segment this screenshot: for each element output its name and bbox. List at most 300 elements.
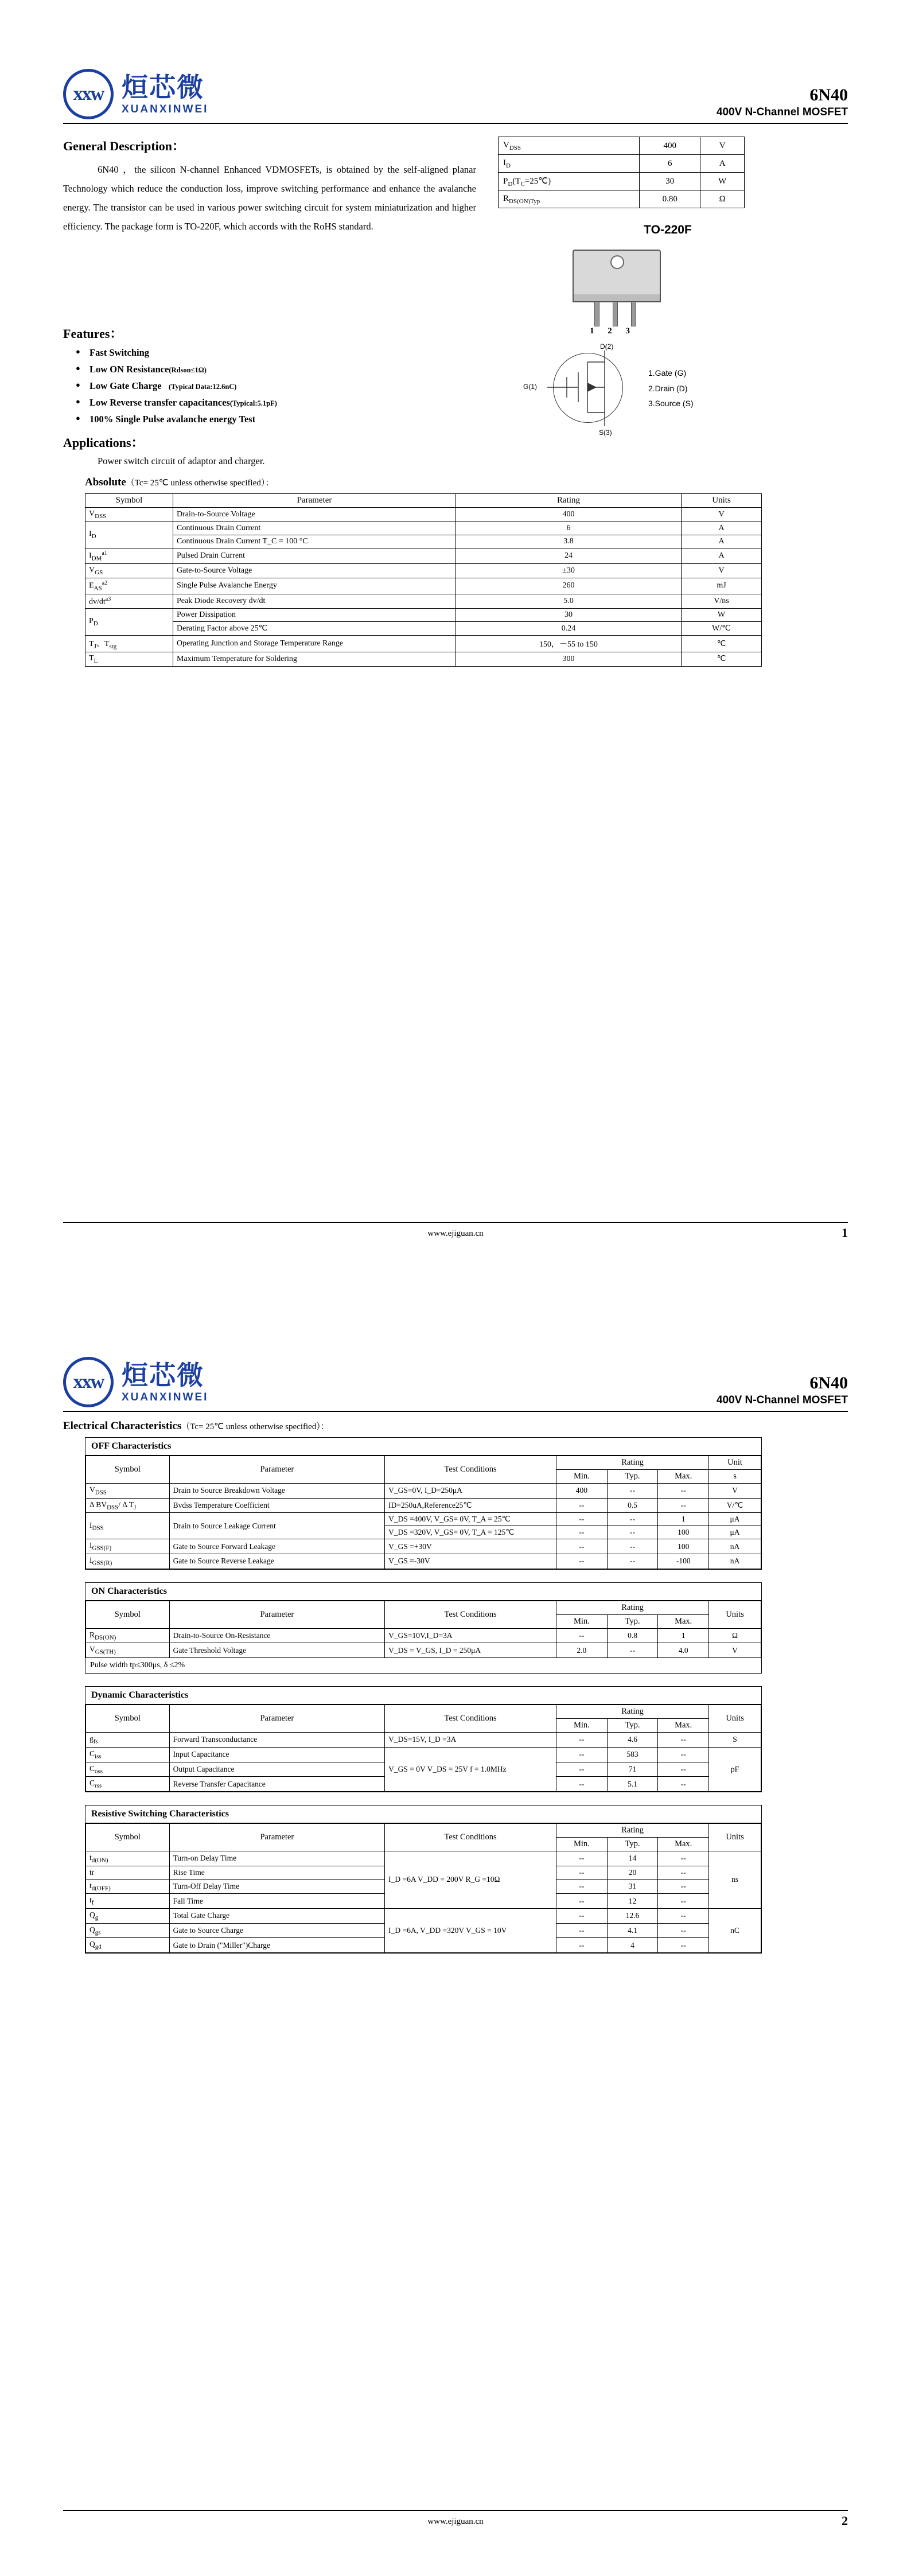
row-parameter: Gate to Drain ("Miller")Charge bbox=[169, 1938, 385, 1953]
table-header-row bbox=[85, 494, 762, 508]
row-parameter: Peak Diode Recovery dv/dt bbox=[173, 594, 456, 609]
row-unit: ns bbox=[709, 1851, 761, 1908]
row-min: -- bbox=[556, 1628, 608, 1643]
row-min: 400 bbox=[556, 1484, 608, 1499]
table-row bbox=[85, 594, 762, 609]
logo-english-name: XUANXINWEI bbox=[122, 1391, 209, 1403]
col-rating: Rating bbox=[556, 1705, 709, 1719]
header-divider bbox=[63, 123, 848, 124]
row-parameter: Single Pulse Avalanche Energy bbox=[173, 578, 456, 594]
table-row bbox=[85, 508, 762, 522]
feature-label: Low ON Resistance bbox=[89, 364, 169, 375]
row-parameter: Total Gate Charge bbox=[169, 1908, 385, 1923]
row-parameter: Input Capacitance bbox=[169, 1747, 385, 1762]
header-divider bbox=[63, 1411, 848, 1412]
feature-label: 100% Single Pulse avalanche energy Test bbox=[89, 414, 256, 425]
row-min: -- bbox=[556, 1866, 608, 1879]
col-min: Min. bbox=[556, 1614, 608, 1628]
drain-label: D(2) bbox=[600, 343, 614, 351]
row-parameter: Reverse Transfer Capacitance bbox=[169, 1777, 385, 1792]
off-characteristics-box bbox=[85, 1437, 762, 1570]
row-max: 100 bbox=[658, 1539, 709, 1554]
logo-mark-text: xxw bbox=[73, 83, 104, 104]
row-max: -- bbox=[658, 1498, 709, 1513]
row-test: V_DS=15V, I_D =3A bbox=[385, 1733, 556, 1748]
table-row bbox=[86, 1513, 761, 1526]
row-symbol: $I_{DSS}$ bbox=[86, 1513, 170, 1539]
general-description-body bbox=[63, 160, 476, 236]
row-parameter: Turn-Off Delay Time bbox=[169, 1879, 385, 1894]
row-parameter: Fall Time bbox=[169, 1894, 385, 1909]
row-max: 4.0 bbox=[658, 1643, 709, 1658]
row-max: -- bbox=[658, 1938, 709, 1953]
col-parameter: Parameter bbox=[169, 1601, 385, 1628]
col-rating: Rating bbox=[556, 1456, 709, 1470]
row-unit: A bbox=[682, 548, 762, 563]
row-max: -- bbox=[658, 1851, 709, 1866]
row-unit: V bbox=[682, 508, 762, 522]
spec-unit: Ω bbox=[700, 190, 745, 208]
feature-note: (Rdson≤1Ω) bbox=[169, 366, 207, 374]
general-description-text: 6N40 ，the silicon N-channel Enhanced VDMOSFETs, is obtained by the self-aligned planar Technology which reduce the conduction loss, improve switching performance and enhance the avalanche energy. The transistor can be used in various power switching circuit for system miniaturization and higher efficiency. The package form is TO-220F, which accords with the RoHS standard. bbox=[63, 164, 476, 232]
row-min: -- bbox=[556, 1554, 608, 1569]
row-rating: 3.8 bbox=[456, 535, 682, 548]
row-min: -- bbox=[556, 1733, 608, 1748]
col-parameter: Parameter bbox=[169, 1705, 385, 1733]
logo-mark-icon bbox=[63, 1357, 114, 1407]
row-typ: 4.1 bbox=[607, 1923, 658, 1938]
row-typ: 0.8 bbox=[607, 1628, 658, 1643]
feature-label: Low Reverse transfer capacitances bbox=[89, 397, 230, 408]
table-row bbox=[85, 522, 762, 535]
mosfet-symbol-icon bbox=[498, 343, 745, 452]
resistive-switching-box bbox=[85, 1805, 762, 1954]
row-parameter: Forward Transconductance bbox=[169, 1733, 385, 1748]
table-row bbox=[85, 652, 762, 666]
page-footer bbox=[63, 1222, 848, 1239]
row-parameter: Continuous Drain Current bbox=[173, 522, 456, 535]
row-unit: V bbox=[682, 564, 762, 578]
col-unit: Unit bbox=[709, 1456, 761, 1470]
row-note-sup: a1 bbox=[102, 550, 107, 557]
applications-body: Power switch circuit of adaptor and charger. bbox=[98, 456, 265, 466]
row-parameter: Turn-on Delay Time bbox=[169, 1851, 385, 1866]
pulse-width-note: Pulse width tp≤300μs, δ ≤2% bbox=[90, 1661, 185, 1670]
row-max: -- bbox=[658, 1733, 709, 1748]
row-min: -- bbox=[556, 1513, 608, 1526]
list-item bbox=[89, 397, 476, 408]
row-symbol: $V_{DSS}$ bbox=[86, 1484, 170, 1499]
row-note-sup: a3 bbox=[105, 596, 111, 602]
row-unit: S bbox=[709, 1733, 761, 1748]
part-description: 400V N-Channel MOSFET bbox=[716, 106, 848, 119]
col-max: Max. bbox=[658, 1614, 709, 1628]
row-typ: 583 bbox=[607, 1747, 658, 1762]
spec-value: 400 bbox=[640, 137, 700, 155]
spec-unit: W bbox=[700, 173, 745, 190]
list-item bbox=[89, 347, 476, 359]
dynamic-characteristics-table bbox=[85, 1705, 761, 1792]
applications-title: Applications： bbox=[63, 435, 144, 450]
absolute-ratings-title bbox=[85, 476, 848, 489]
col-symbol: Symbol bbox=[86, 1705, 170, 1733]
gate-label: G(1) bbox=[523, 383, 537, 391]
row-symbol: $V_{GS}$ bbox=[85, 564, 173, 578]
row-parameter: Rise Time bbox=[169, 1866, 385, 1879]
package-drawing bbox=[498, 246, 745, 336]
company-logo bbox=[63, 1357, 208, 1407]
row-unit: ℃ bbox=[682, 636, 762, 652]
row-parameter: Gate to Source Forward Leakage bbox=[169, 1539, 385, 1554]
row-unit: A bbox=[682, 522, 762, 535]
row-test: V_DS =320V, V_GS= 0V, T_A = 125℃ bbox=[385, 1526, 556, 1539]
col-test-conditions: Test Conditions bbox=[385, 1456, 556, 1484]
row-unit: V/ns bbox=[682, 594, 762, 609]
list-item bbox=[89, 364, 476, 375]
table-header-row bbox=[86, 1823, 761, 1837]
table-row bbox=[86, 1733, 761, 1748]
logo-mark-text: xxw bbox=[73, 1371, 104, 1392]
row-parameter: Drain to Source Leakage Current bbox=[169, 1513, 385, 1539]
row-unit: W bbox=[682, 609, 762, 622]
row-min: -- bbox=[556, 1762, 608, 1777]
row-unit: V bbox=[709, 1643, 761, 1658]
row-max: 1 bbox=[658, 1513, 709, 1526]
row-symbol: $t_{d(OFF)}$ bbox=[86, 1879, 170, 1894]
footer-url[interactable]: www.ejiguan.cn bbox=[427, 1229, 484, 1238]
row-typ: 12.6 bbox=[607, 1908, 658, 1923]
row-rating: 24 bbox=[456, 548, 682, 563]
table-row bbox=[86, 1498, 761, 1513]
list-item: 1.Gate (G) bbox=[648, 368, 687, 378]
row-unit: pF bbox=[709, 1747, 761, 1791]
col-test-conditions: Test Conditions bbox=[385, 1601, 556, 1628]
row-symbol: $Q_g$ bbox=[86, 1908, 170, 1923]
row-max: -100 bbox=[658, 1554, 709, 1569]
row-unit: nA bbox=[709, 1554, 761, 1569]
row-symbol: $dv/dt^{a3}$ bbox=[85, 594, 173, 609]
row-symbol: $Q_{gd}$ bbox=[86, 1938, 170, 1953]
row-parameter: Gate Threshold Voltage bbox=[169, 1643, 385, 1658]
row-test: V_GS =+30V bbox=[385, 1539, 556, 1554]
row-min: -- bbox=[556, 1851, 608, 1866]
part-number: 6N40 bbox=[809, 85, 848, 104]
row-parameter: Bvdss Temperature Coefficient bbox=[169, 1498, 385, 1513]
page-number: 1 bbox=[842, 1225, 848, 1240]
row-min: -- bbox=[556, 1923, 608, 1938]
col-units: Units bbox=[709, 1705, 761, 1733]
resistive-switching-table bbox=[85, 1823, 761, 1953]
col-min: Min. bbox=[556, 1719, 608, 1733]
table-row bbox=[86, 1554, 761, 1569]
source-label: S(3) bbox=[599, 429, 612, 437]
row-symbol: $R_{DS(ON)}$ bbox=[86, 1628, 170, 1643]
pin-function-list bbox=[648, 365, 694, 411]
col-test-conditions: Test Conditions bbox=[385, 1705, 556, 1733]
row-symbol: $g_{fs}$ bbox=[86, 1733, 170, 1748]
row-parameter: Pulsed Drain Current bbox=[173, 548, 456, 563]
col-units: Units bbox=[709, 1823, 761, 1851]
row-parameter: Operating Junction and Storage Temperature Range bbox=[173, 636, 456, 652]
row-min: -- bbox=[556, 1908, 608, 1923]
table-header-row bbox=[86, 1601, 761, 1614]
general-description-title: General Description： bbox=[63, 139, 185, 153]
row-max: -- bbox=[658, 1866, 709, 1879]
row-unit: A bbox=[682, 535, 762, 548]
row-parameter: Power Dissipation bbox=[173, 609, 456, 622]
row-rating: ±30 bbox=[456, 564, 682, 578]
row-rating: 400 bbox=[456, 508, 682, 522]
row-unit: mJ bbox=[682, 578, 762, 594]
col-units: s bbox=[709, 1470, 761, 1484]
absolute-maximum-ratings-table bbox=[85, 493, 762, 667]
col-units: Units bbox=[682, 494, 762, 508]
row-test: V_DS =400V, V_GS= 0V, T_A = 25℃ bbox=[385, 1513, 556, 1526]
table-row bbox=[85, 636, 762, 652]
on-characteristics-table bbox=[85, 1601, 761, 1658]
row-rating: 30 bbox=[456, 609, 682, 622]
row-max: -- bbox=[658, 1777, 709, 1792]
row-symbol: $Q_{gs}$ bbox=[86, 1923, 170, 1938]
part-number: 6N40 bbox=[809, 1373, 848, 1392]
table-header-row bbox=[86, 1456, 761, 1470]
row-unit: μA bbox=[709, 1513, 761, 1526]
col-typ: Typ. bbox=[607, 1470, 658, 1484]
row-min: 2.0 bbox=[556, 1643, 608, 1658]
col-symbol: Symbol bbox=[86, 1601, 170, 1628]
row-typ: -- bbox=[607, 1526, 658, 1539]
key-spec-table bbox=[498, 137, 745, 208]
row-max: -- bbox=[658, 1908, 709, 1923]
row-min: -- bbox=[556, 1938, 608, 1953]
col-min: Min. bbox=[556, 1837, 608, 1851]
elec-label: Electrical Characteristics bbox=[63, 1420, 182, 1432]
row-typ: -- bbox=[607, 1643, 658, 1658]
on-characteristics-box bbox=[85, 1582, 762, 1674]
row-symbol: $T_J$、$T_{stg}$ bbox=[85, 636, 173, 652]
row-unit: V bbox=[709, 1484, 761, 1499]
col-typ: Typ. bbox=[607, 1614, 658, 1628]
row-max: -- bbox=[658, 1879, 709, 1894]
table-row bbox=[86, 1628, 761, 1643]
table-row bbox=[86, 1908, 761, 1923]
row-symbol: $C_{iss}$ bbox=[86, 1747, 170, 1762]
row-symbol: tr bbox=[86, 1866, 170, 1879]
row-test: ID=250uA,Reference25℃ bbox=[385, 1498, 556, 1513]
col-max: Max. bbox=[658, 1837, 709, 1851]
row-rating: 5.0 bbox=[456, 594, 682, 609]
row-rating: 150，－55 to 150 bbox=[456, 636, 682, 652]
row-unit: Ω bbox=[709, 1628, 761, 1643]
list-item: 3.Source (S) bbox=[648, 399, 694, 408]
row-symbol: $I_{DM}^{a1}$ bbox=[85, 548, 173, 563]
row-typ: 5.1 bbox=[607, 1777, 658, 1792]
row-max: -- bbox=[658, 1762, 709, 1777]
pin-numbers-label: 1 2 3 bbox=[590, 326, 636, 336]
col-parameter: Parameter bbox=[173, 494, 456, 508]
row-note-sup: a2 bbox=[102, 580, 108, 587]
dynamic-characteristics-title: Dynamic Characteristics bbox=[85, 1687, 761, 1705]
col-rating: Rating bbox=[556, 1823, 709, 1837]
spec-unit: A bbox=[700, 155, 745, 173]
absolute-label: Absolute bbox=[85, 476, 126, 488]
row-max: 100 bbox=[658, 1526, 709, 1539]
page-footer bbox=[63, 2510, 848, 2527]
row-parameter: Gate to Source Charge bbox=[169, 1923, 385, 1938]
list-item bbox=[89, 380, 476, 392]
row-symbol: $I_D$ bbox=[85, 522, 173, 548]
row-max: -- bbox=[658, 1747, 709, 1762]
col-test-conditions: Test Conditions bbox=[385, 1823, 556, 1851]
elec-note: （Tc= 25℃ unless otherwise specified）： bbox=[181, 1422, 329, 1431]
row-min: -- bbox=[556, 1777, 608, 1792]
spec-value: 6 bbox=[640, 155, 700, 173]
row-typ: 12 bbox=[607, 1894, 658, 1909]
col-max: Max. bbox=[658, 1719, 709, 1733]
row-parameter: Drain-to-Source On-Resistance bbox=[169, 1628, 385, 1643]
row-parameter: Gate to Source Reverse Leakage bbox=[169, 1554, 385, 1569]
row-parameter: Derating Factor above 25℃ bbox=[173, 622, 456, 636]
row-min: -- bbox=[556, 1498, 608, 1513]
row-parameter: Drain to Source Breakdown Voltage bbox=[169, 1484, 385, 1499]
row-unit: μA bbox=[709, 1526, 761, 1539]
row-typ: 14 bbox=[607, 1851, 658, 1866]
package-pin-2 bbox=[613, 301, 618, 326]
row-symbol: $t_{d(ON)}$ bbox=[86, 1851, 170, 1866]
company-logo bbox=[63, 69, 208, 119]
row-max: 1 bbox=[658, 1628, 709, 1643]
row-parameter: Continuous Drain Current T_C = 100 °C bbox=[173, 535, 456, 548]
electrical-characteristics-title bbox=[63, 1420, 848, 1433]
table-row bbox=[85, 622, 762, 636]
row-typ: -- bbox=[607, 1554, 658, 1569]
row-test: V_GS=10V,I_D=3A bbox=[385, 1628, 556, 1643]
list-item: 2.Drain (D) bbox=[648, 383, 688, 393]
spec-symbol: $R_{DS(ON)Typ}$ bbox=[499, 190, 640, 208]
list-item bbox=[89, 414, 476, 425]
col-parameter: Parameter bbox=[169, 1456, 385, 1484]
resistive-switching-title: Resistive Switching Characteristics bbox=[85, 1805, 761, 1823]
col-typ: Typ. bbox=[607, 1837, 658, 1851]
row-symbol: $P_D$ bbox=[85, 609, 173, 636]
col-rating: Rating bbox=[456, 494, 682, 508]
package-pin-3 bbox=[631, 301, 636, 326]
dynamic-characteristics-box bbox=[85, 1686, 762, 1792]
table-row bbox=[499, 190, 745, 208]
spec-value: 0.80 bbox=[640, 190, 700, 208]
logo-english-name: XUANXINWEI bbox=[122, 103, 209, 115]
col-symbol: Symbol bbox=[86, 1456, 170, 1484]
features-title: Features： bbox=[63, 326, 123, 341]
spec-unit: V bbox=[700, 137, 745, 155]
row-parameter: Gate-to-Source Voltage bbox=[173, 564, 456, 578]
feature-label: Fast Switching bbox=[89, 347, 150, 358]
row-typ: -- bbox=[607, 1513, 658, 1526]
row-parameter: Output Capacitance bbox=[169, 1762, 385, 1777]
table-row bbox=[499, 155, 745, 173]
page-2 bbox=[0, 1288, 911, 2576]
table-row bbox=[85, 548, 762, 563]
row-symbol: $V_{DSS}$ bbox=[85, 508, 173, 522]
row-typ: 0.5 bbox=[607, 1498, 658, 1513]
off-characteristics-table bbox=[85, 1456, 761, 1569]
row-symbol: $V_{GS(TH)}$ bbox=[86, 1643, 170, 1658]
package-title: TO-220F bbox=[644, 223, 692, 236]
row-typ: 71 bbox=[607, 1762, 658, 1777]
row-symbol: $C_{rss}$ bbox=[86, 1777, 170, 1792]
table-row bbox=[85, 535, 762, 548]
row-typ: -- bbox=[607, 1484, 658, 1499]
row-rating: 300 bbox=[456, 652, 682, 666]
row-unit: nC bbox=[709, 1908, 761, 1952]
table-row bbox=[499, 137, 745, 155]
package-pin-1 bbox=[594, 301, 599, 326]
row-typ: 20 bbox=[607, 1866, 658, 1879]
part-description: 400V N-Channel MOSFET bbox=[716, 1394, 848, 1407]
on-characteristics-title: ON Characteristics bbox=[85, 1583, 761, 1601]
spec-value: 30 bbox=[640, 173, 700, 190]
row-parameter: Maximum Temperature for Soldering bbox=[173, 652, 456, 666]
row-unit: W/℃ bbox=[682, 622, 762, 636]
col-symbol: Symbol bbox=[86, 1823, 170, 1851]
table-row bbox=[85, 578, 762, 594]
row-rating: 260 bbox=[456, 578, 682, 594]
row-min: -- bbox=[556, 1526, 608, 1539]
row-test: V_GS =-30V bbox=[385, 1554, 556, 1569]
spec-symbol: $I_D$ bbox=[499, 155, 640, 173]
table-row bbox=[86, 1851, 761, 1866]
row-symbol: $C_{oss}$ bbox=[86, 1762, 170, 1777]
row-typ: 31 bbox=[607, 1879, 658, 1894]
schematic-symbol bbox=[498, 343, 745, 452]
col-min: Min. bbox=[556, 1470, 608, 1484]
row-typ: -- bbox=[607, 1539, 658, 1554]
table-row bbox=[86, 1484, 761, 1499]
col-parameter: Parameter bbox=[169, 1823, 385, 1851]
feature-note: (Typical:5.1pF) bbox=[229, 399, 277, 407]
page-number: 2 bbox=[842, 2513, 848, 2528]
row-test: V_DS = V_GS, I_D = 250μA bbox=[385, 1643, 556, 1658]
package-mounting-hole bbox=[610, 255, 624, 269]
footer-url[interactable]: www.ejiguan.cn bbox=[427, 2517, 484, 2526]
row-symbol: $T_L$ bbox=[85, 652, 173, 666]
logo-chinese-name: 烜芯微 bbox=[122, 71, 204, 103]
row-symbol: Δ $BV_{DSS}/$ Δ $T_J$ bbox=[86, 1498, 170, 1513]
spec-symbol: $V_{DSS}$ bbox=[499, 137, 640, 155]
spec-symbol: $P_D(T_C=25℃)$ bbox=[499, 173, 640, 190]
row-unit: nA bbox=[709, 1539, 761, 1554]
row-parameter: Drain-to-Source Voltage bbox=[173, 508, 456, 522]
row-symbol: $E_{AS}^{a2}$ bbox=[85, 578, 173, 594]
row-rating: 6 bbox=[456, 522, 682, 535]
table-row bbox=[86, 1747, 761, 1762]
off-characteristics-title: OFF Characteristics bbox=[85, 1438, 761, 1456]
row-test: V_GS=0V, I_D=250μA bbox=[385, 1484, 556, 1499]
col-typ: Typ. bbox=[607, 1719, 658, 1733]
row-unit: ℃ bbox=[682, 652, 762, 666]
row-max: -- bbox=[658, 1894, 709, 1909]
table-row bbox=[86, 1643, 761, 1658]
row-unit: V/℃ bbox=[709, 1498, 761, 1513]
page-header bbox=[63, 1288, 848, 1407]
logo-chinese-name: 烜芯微 bbox=[122, 1359, 204, 1391]
row-rating: 0.24 bbox=[456, 622, 682, 636]
col-rating: Rating bbox=[556, 1601, 709, 1614]
feature-note: (Typical Data:12.6nC) bbox=[168, 383, 237, 391]
row-test: I_D =6A, V_DD =320V V_GS = 10V bbox=[385, 1908, 556, 1952]
row-symbol: $t_f$ bbox=[86, 1894, 170, 1909]
col-max: Max. bbox=[658, 1470, 709, 1484]
